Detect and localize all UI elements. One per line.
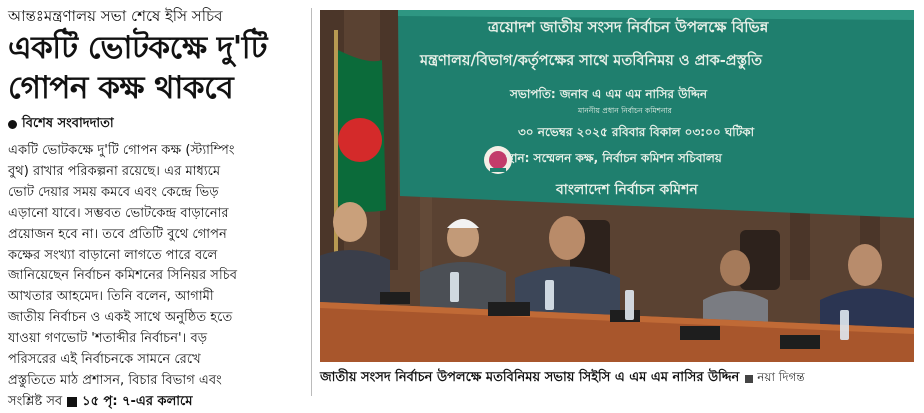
banner-chair-title: মাননীয় প্রধান নির্বাচন কমিশনার — [578, 106, 672, 115]
square-bullet-icon — [745, 375, 753, 383]
photo-credit — [745, 369, 804, 389]
body-line: বুথ) রাখার পরিকল্পনা রয়েছে। এর মাধ্যমে — [8, 163, 221, 179]
banner-org: বাংলাদেশ নির্বাচন কমিশন — [556, 182, 698, 198]
body-line: যাওয়া গণভোট 'শতাব্দীর নির্বাচন'। বড় — [8, 331, 208, 347]
banner-line-1: ত্রয়োদশ জাতীয় সংসদ নির্বাচন উপলক্ষে বিভিন্ন — [488, 18, 769, 36]
body-line: জানিয়েছেন নির্বাচন কমিশনের সিনিয়র সচিব — [8, 268, 238, 284]
headline-line-1: একটি ভোটকক্ষে দু'টি — [8, 30, 267, 66]
meeting-photo — [320, 10, 914, 362]
continuation-line — [8, 392, 306, 413]
caption-text: জাতীয় সংসদ নির্বাচন উপলক্ষে মতবিনিময় সভায় সিইসি এ এম এম নাসির উদ্দিন — [320, 370, 740, 385]
bullet-icon — [8, 120, 17, 129]
byline — [8, 114, 306, 135]
column-divider — [311, 8, 312, 396]
byline-text: বিশেষ সংবাদদাতা — [22, 116, 114, 131]
banner-date: ৩০ নভেম্বর ২০২৫ রবিবার বিকাল ০৩:০০ ঘটিকা — [518, 125, 755, 139]
body-line: জাতীয় নির্বাচন ও একই সাথে অনুষ্ঠিত হতে — [8, 310, 233, 326]
credit-text: নয়া দিগন্ত — [757, 369, 805, 384]
kicker: আন্তঃমন্ত্রণালয় সভা শেষে ইসি সচিব — [8, 7, 223, 25]
article-column — [8, 6, 306, 409]
banner-venue: স্থান: সম্মেলন কক্ষ, নির্বাচন কমিশন সচিবালয় — [506, 151, 722, 165]
body-line: প্রস্তুতিতে মাঠ প্রশাসন, বিচার বিভাগ এবং — [8, 372, 222, 388]
body-line: একটি ভোটকক্ষে দু'টি গোপন কক্ষ (স্ট্যাম্পিং — [8, 143, 235, 158]
body-last-line: সংশ্লিষ্ট সব — [8, 393, 63, 409]
photo-caption — [320, 368, 914, 389]
body-line: ভোট দেয়ার সময় কমবে এবং কেন্দ্রে ভিড় — [8, 184, 219, 200]
body-line: আখতার আহমেদ। তিনি বলেন, আগামী — [8, 289, 214, 305]
banner-line-2: মন্ত্রণালয়/বিভাগ/কর্তৃপক্ষের সাথে মতবিনিময় ও প্রাক-প্রস্তুতি — [420, 53, 763, 69]
body-line: প্রয়োজন হবে না। তবে প্রতিটি বুথে গোপন — [8, 226, 227, 242]
banner-chair: সভাপতি: জনাব এ এম এম নাসির উদ্দিন — [510, 87, 707, 101]
continuation-text[interactable]: ১৫ পৃ: ৭-এর কলামে — [82, 393, 193, 409]
body-line: কক্ষের সংখ্যা বাড়ানো লাগতে পারে বলে — [8, 247, 218, 263]
headline-line-2: গোপন কক্ষ থাকবে — [8, 70, 234, 106]
headline — [8, 28, 306, 108]
article-body — [8, 141, 306, 413]
body-line: এড়ানো যাবে। সম্ভবত ভোটকেন্দ্র বাড়ানোর — [8, 205, 229, 221]
body-line: পরিসরের এই নির্বাচনকে সামনে রেখে — [8, 352, 201, 368]
